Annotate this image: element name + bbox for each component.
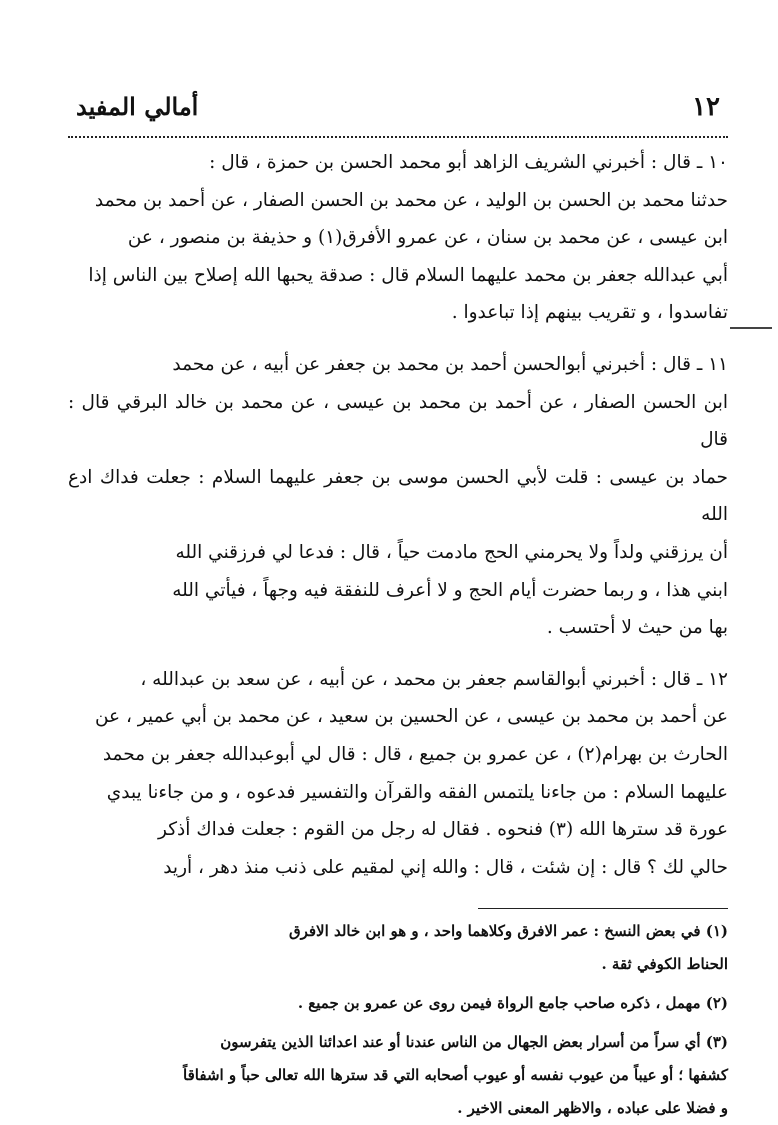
footnotes [68, 915, 728, 1125]
text-line: عن أحمد بن محمد بن عيسى ، عن الحسين بن سعيد ، عن محمد بن أبي عمير ، عن [94, 706, 728, 728]
text-line: بها من حيث لا أحتسب . [546, 617, 728, 639]
text-line: ابن الحسن الصفار ، عن أحمد بن محمد بن عيسى ، عن محمد بن خالد البرقي قال : قال [68, 391, 728, 451]
text-line: ابني هذا ، و ربما حضرت أيام الحج و لا أعرف للنفقة فيه وجهاً ، فيأتي الله [172, 579, 728, 601]
text-line: أن يرزقني ولداً ولا يحرمني الحج مادمت حياً ، قال : فدعا لي فرزقني الله [175, 541, 728, 563]
footnote-line: (١) في بعض النسخ : عمر الافرق وكلاهما واحد ، و هو ابن خالد الافرق [288, 922, 728, 941]
margin-mark [730, 327, 772, 329]
text-line: أبي عبدالله جعفر بن محمد عليهما السلام قال : صدقة يحبها الله إصلاح بين الناس إذا [88, 264, 728, 286]
page-header [68, 92, 728, 138]
text-line: ١١ ـ قال : أخبرني أبوالحسن أحمد بن محمد بن جعفر عن أبيه ، عن محمد [172, 353, 728, 375]
main-text [68, 144, 728, 886]
footnote-2 [68, 987, 728, 1020]
footnote-line: الحناط الكوفي ثقة . [601, 955, 728, 974]
text-line: حالي لك ؟ قال : إن شئت ، قال : والله إني لمقيم على ذنب منذ دهر ، أريد [163, 856, 728, 878]
footnote-line: (٢) مهمل ، ذكره صاحب جامع الرواة فيمن روى عن عمرو بن جميع . [297, 994, 728, 1013]
text-line: عورة قد سترها الله (٣) فنحوه . فقال له رجل من القوم : جعلت فداك أذكر [158, 819, 728, 841]
text-line: ابن عيسى ، عن محمد بن سنان ، عن عمرو الأفرق(١) و حذيفة بن منصور ، عن [127, 227, 728, 249]
hadith-paragraph-10 [68, 144, 728, 332]
footnote-3 [68, 1026, 728, 1125]
footnote-1 [68, 915, 728, 981]
book-title: أمالي المفيد [76, 92, 199, 121]
book-page [68, 92, 728, 1125]
text-line: الحارث بن بهرام(٢) ، عن عمرو بن جميع ، قال : قال لي أبوعبدالله جعفر بن محمد [102, 743, 728, 765]
text-line: تفاسدوا ، و تقريب بينهم إذا تباعدوا . [451, 302, 728, 324]
text-line: ١٢ ـ قال : أخبرني أبوالقاسم جعفر بن محمد ، عن أبيه ، عن سعد بن عبدالله ، [140, 668, 728, 690]
hadith-paragraph-12 [68, 661, 728, 887]
hadith-paragraph-11 [68, 346, 728, 647]
page-number: ١٢ [692, 92, 720, 122]
text-line: حماد بن عيسى : قلت لأبي الحسن موسى بن جعفر عليهما السلام : جعلت فداك ادع الله [68, 466, 728, 526]
text-line: عليهما السلام : من جاءنا يلتمس الفقه والقرآن والتفسير فدعوه ، و من جاءنا يبدي [106, 781, 728, 803]
text-line: حدثنا محمد بن الحسن بن الوليد ، عن محمد بن الحسن الصفار ، عن أحمد بن محمد [94, 189, 728, 211]
text-line: ١٠ ـ قال : أخبرني الشريف الزاهد أبو محمد الحسن بن حمزة ، قال : [209, 152, 728, 173]
footnote-line: (٣) أي سراً من أسرار بعض الجهال من الناس عندنا أو عند اعدائنا الذين يتفرسون [220, 1033, 728, 1052]
footnote-line: كشفها ؛ أو عيباً من عيوب نفسه أو عيوب أصحابه التي قد سترها الله تعالى حباً و اشفاقاً [183, 1066, 728, 1085]
footnote-divider [478, 908, 728, 909]
footnote-line: و فضلا على عباده ، والاظهر المعنى الاخير . [457, 1099, 728, 1118]
